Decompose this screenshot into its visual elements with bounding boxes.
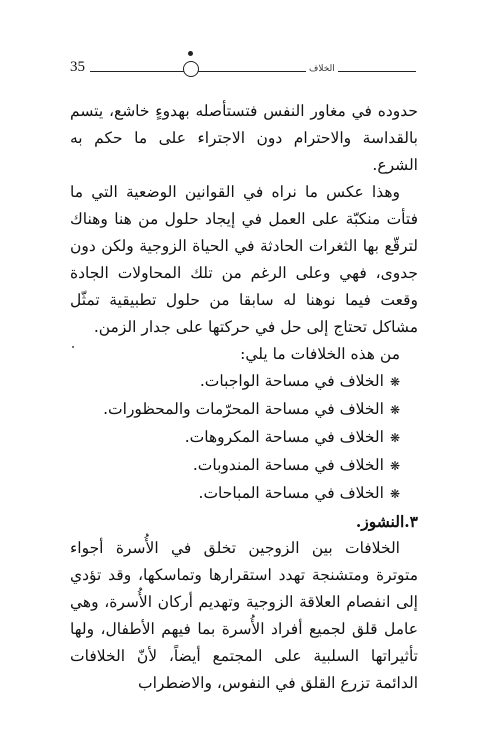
header-ornament-circle: [183, 61, 199, 77]
header-rule: [90, 71, 416, 72]
page-body: [70, 98, 418, 697]
list-item: [70, 424, 400, 452]
section-heading: ٣.النشوز.: [355, 512, 418, 531]
bullet-icon: ❋: [389, 375, 400, 389]
list-item-text: الخلاف في مساحة المحرّمات والمحظورات.: [103, 400, 384, 418]
list-item: [70, 368, 400, 396]
differences-list: [70, 368, 418, 508]
list-item: [70, 480, 400, 508]
bullet-icon: ❋: [389, 403, 400, 417]
page-header: [70, 55, 418, 79]
paragraph-3: الخلافات بين الزوجين تخلق في الأُسرة أجواء متوترة ومتشنجة تهدد استقرارها وتماسكها، وقد تؤدي إلى انفصام العلاقة الزوجية وتهديم أركان الأُسرة، وهي عامل قلق لجميع أفراد الأُسرة بما فيهم الأطفال، ولها تأثيراتها السلبية على المجتمع أيضاً، لأنّ الخلافات الدائمة تزرع القلق في النفوس، والاضطراب: [70, 539, 418, 692]
paragraph-1: حدوده في مغاور النفس فتستأصله بهدوءٍ خاشع، يتسم بالقداسة والاحترام دون الاجتراء على ما حكم به الشرع.: [70, 102, 418, 174]
list-item-text: الخلاف في مساحة المباحات.: [198, 484, 384, 502]
list-item-text: الخلاف في مساحة المندوبات.: [192, 456, 384, 474]
list-item: [70, 452, 400, 480]
list-item-text: الخلاف في مساحة الواجبات.: [199, 372, 384, 390]
list-item: [70, 396, 400, 424]
running-title: الخلاف: [306, 64, 338, 74]
bullet-icon: ❋: [389, 431, 400, 445]
list-item-text: الخلاف في مساحة المكروهات.: [184, 428, 384, 446]
bullet-icon: ❋: [389, 487, 400, 501]
list-intro: من هذه الخلافات ما يلي:: [240, 345, 400, 363]
header-ornament-dot: [188, 51, 193, 56]
page-number: 35: [70, 59, 85, 75]
paragraph-2: وهذا عكس ما نراه في القوانين الوضعية التي ما فتأت منكبّة على العمل في إيجاد حلول من هنا وهناك لترقّع بها الثغرات الحادثة في الحياة الزوجية ولكن دون جدوى، فهي وعلى الرغم من تلك المحاولات الجادة وقعت فيما نوهنا له سابقا من حلول تطبيقية تمثّل مشاكل تحتاج إلى حل في حركتها على جدار الزمن.: [70, 183, 418, 336]
bullet-icon: ❋: [389, 459, 400, 473]
